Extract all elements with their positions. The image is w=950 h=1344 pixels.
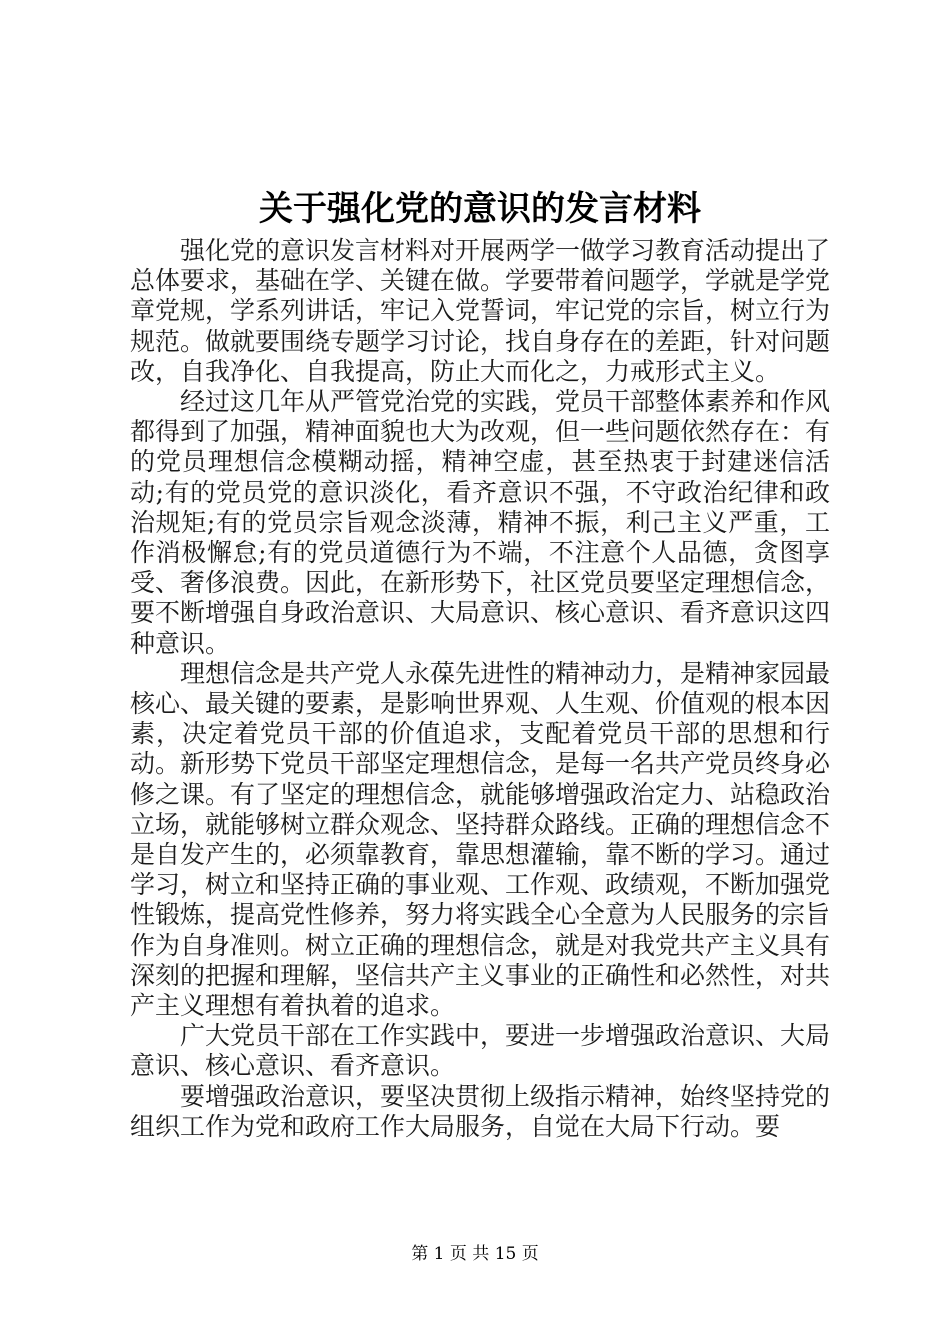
document-body — [130, 236, 830, 1142]
page-number-footer: 第 1 页 共 15 页 — [411, 1244, 539, 1264]
paragraph-3: 理想信念是共产党人永葆先进性的精神动力，是精神家园最核心、最关键的要素，是影响世界观、人生观、价值观的根本因素，决定着党员干部的价值追求，支配着党员干部的思想和行动。新形势下党员干部坚定理想信念，是每一名共产党员终身必修之课。有了坚定的理想信念，就能够增强政治定力、站稳政治立场，就能够树立群众观念、坚持群众路线。正确的理想信念不是自发产生的，必须靠教育，靠思想灌输，靠不断的学习。通过学习，树立和坚持正确的事业观、工作观、政绩观，不断加强党性锻炼，提高党性修养，努力将实践全心全意为人民服务的宗旨作为自身准则。树立正确的理想信念，就是对我党共产主义具有深刻的把握和理解，坚信共产主义事业的正确性和必然性，对共产主义理想有着执着的追求。 — [130, 658, 831, 1021]
paragraph-5: 要增强政治意识，要坚决贯彻上级指示精神，始终坚持党的组织工作为党和政府工作大局服务，自觉在大局下行动。要 — [130, 1081, 831, 1141]
paragraph-1: 强化党的意识发言材料对开展两学一做学习教育活动提出了总体要求，基础在学、关键在做。学要带着问题学，学就是学党章党规，学系列讲话，牢记入党誓词，牢记党的宗旨，树立行为规范。做就要围绕专题学习讨论，找自身存在的差距，针对问题改，自我净化、自我提高，防止大而化之，力戒形式主义。 — [130, 236, 831, 386]
paragraph-2: 经过这几年从严管党治党的实践，党员干部整体素养和作风都得到了加强，精神面貌也大为改观，但一些问题依然存在：有的党员理想信念模糊动摇，精神空虚，甚至热衷于封建迷信活动;有的党员党的意识淡化，看齐意识不强，不守政治纪律和政治规矩;有的党员宗旨观念淡薄，精神不振，利己主义严重，工作消极懈怠;有的党员道德行为不端，不注意个人品德，贪图享受、奢侈浪费。因此，在新形势下，社区党员要坚定理想信念，要不断增强自身政治意识、大局意识、核心意识、看齐意识这四种意识。 — [130, 387, 831, 658]
document-title: 关于强化党的意识的发言材料 — [259, 189, 701, 229]
paragraph-4: 广大党员干部在工作实践中，要进一步增强政治意识、大局意识、核心意识、看齐意识。 — [130, 1021, 831, 1081]
